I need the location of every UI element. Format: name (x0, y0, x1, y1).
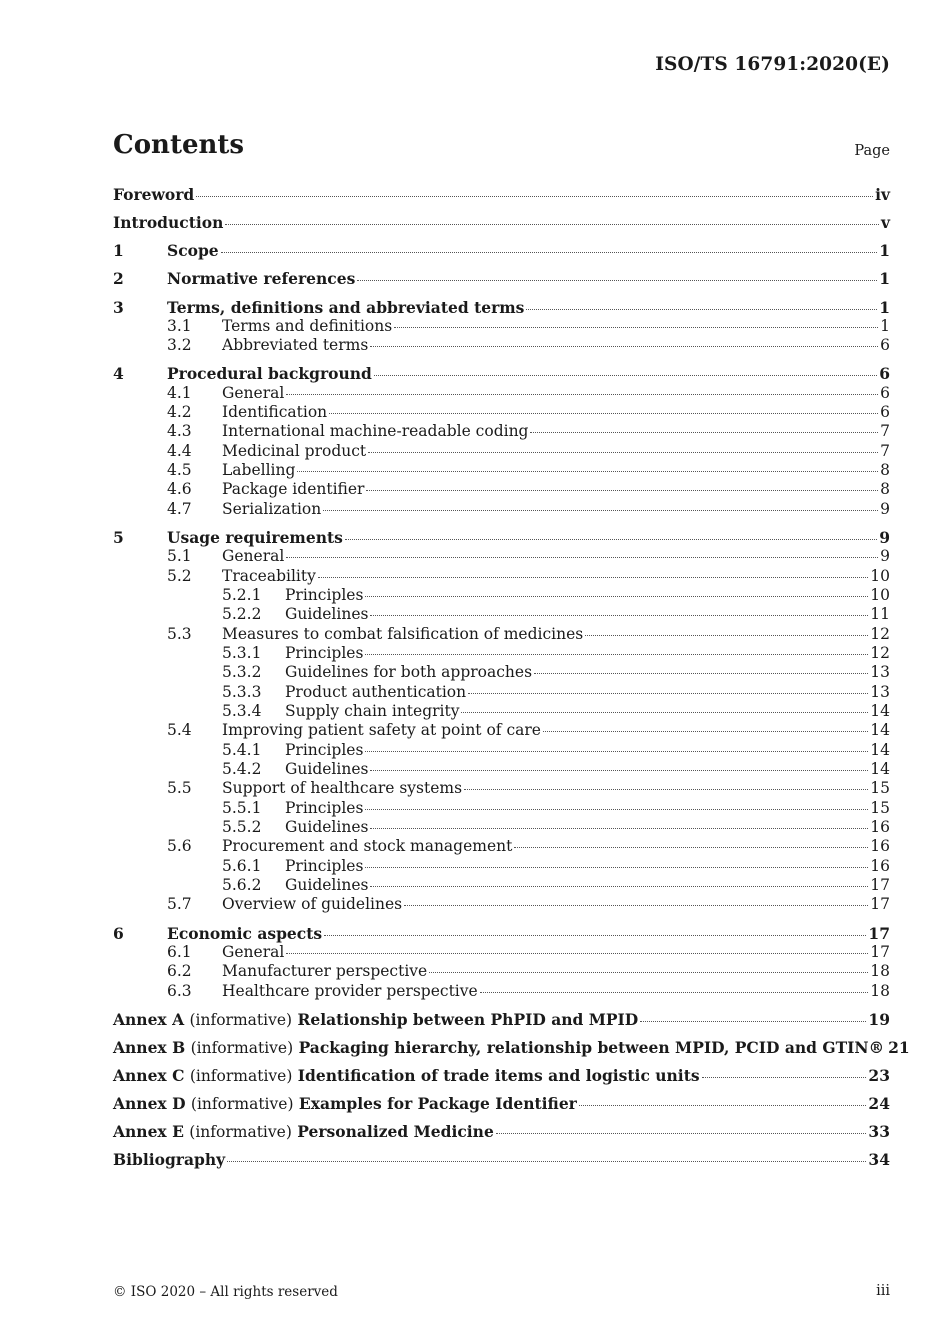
toc-entry[interactable] (113, 818, 890, 837)
toc-entry-number: 5.4 (167, 721, 192, 740)
toc-entry-page: 1 (879, 269, 890, 289)
toc-entry-title: Traceability (222, 566, 316, 585)
toc-entry[interactable] (113, 317, 890, 336)
toc-entry-title: Bibliography (113, 1150, 226, 1170)
annex-title: Personalized Medicine (297, 1122, 494, 1142)
toc-entry-title: Guidelines (285, 818, 369, 837)
dot-leader (286, 952, 868, 954)
page-column-label: Page (854, 143, 890, 159)
toc-entry-page: 14 (870, 702, 890, 721)
toc-entry[interactable] (113, 625, 890, 644)
toc-entry-page: v (880, 213, 890, 233)
copyright-notice: © ISO 2020 – All rights reserved (113, 1284, 338, 1300)
toc-entry-page: 10 (870, 566, 890, 585)
toc-entry-title: International machine-readable coding (222, 422, 529, 441)
toc-entry[interactable] (113, 384, 890, 403)
toc-entry-title: Guidelines (285, 760, 369, 779)
toc-entry[interactable] (113, 837, 890, 856)
toc-entry-page: iv (875, 185, 890, 204)
annex-label: Annex B (113, 1037, 186, 1057)
toc-entry-title: Terms, definitions and abbreviated terms (167, 297, 525, 317)
toc-entry-number: 3.1 (167, 316, 192, 335)
toc-entry-number: 2 (113, 269, 124, 289)
toc-entry-title: General (222, 547, 285, 566)
toc-entry[interactable] (113, 1010, 890, 1029)
toc-entry-page: 34 (868, 1150, 890, 1170)
toc-entry-number: 5.4.1 (222, 740, 262, 759)
toc-entry[interactable] (113, 213, 890, 232)
annex-label: Annex D (113, 1094, 186, 1114)
toc-entry-number: 5.5 (167, 779, 192, 798)
dot-leader (370, 614, 868, 616)
dot-leader (227, 1160, 866, 1162)
toc-entry-number: 5.2 (167, 566, 192, 585)
toc-entry-page: 19 (868, 1009, 890, 1029)
page-number: iii (876, 1283, 890, 1299)
toc-entry[interactable] (113, 461, 890, 480)
toc-entry-page: 21 (888, 1037, 910, 1057)
dot-leader (196, 195, 873, 197)
toc-entry-page: 7 (880, 441, 890, 460)
toc-entry[interactable] (113, 876, 890, 895)
toc-entry[interactable] (113, 1066, 890, 1085)
annex-label: Annex C (113, 1066, 185, 1086)
dot-leader (365, 866, 868, 868)
toc-entry[interactable] (113, 702, 890, 721)
toc-entry-page: 1 (880, 316, 890, 335)
dot-leader (365, 595, 868, 597)
toc-entry-page: 7 (880, 422, 890, 441)
dot-leader (286, 393, 878, 395)
toc-entry[interactable] (113, 1122, 890, 1141)
toc-entry-page: 13 (870, 663, 890, 682)
toc-entry-page: 9 (879, 527, 890, 547)
toc-entry-number: 5.1 (167, 547, 192, 566)
dot-leader (429, 971, 868, 973)
toc-entry-number: 5.3.1 (222, 644, 262, 662)
toc-entry-title (113, 1094, 577, 1114)
toc-entry-title: Guidelines (285, 605, 369, 624)
toc-entry-number: 3.2 (167, 336, 192, 355)
toc-entry-page: 6 (879, 364, 890, 384)
dot-leader (324, 934, 866, 936)
toc-entry-page: 17 (870, 876, 890, 895)
dot-leader (297, 470, 878, 472)
toc-entry[interactable] (113, 1094, 890, 1113)
toc-entry[interactable] (113, 1150, 890, 1169)
toc-entry-number: 4.1 (167, 383, 192, 402)
toc-entry-number: 4.7 (167, 499, 192, 518)
toc-entry-page: 17 (868, 923, 890, 943)
toc-entry-number: 4.2 (167, 403, 192, 422)
toc-entry[interactable] (113, 528, 890, 547)
dot-leader (404, 904, 868, 906)
annex-kind: (informative) (189, 1010, 293, 1029)
toc-entry[interactable] (113, 924, 890, 943)
dot-leader (374, 374, 877, 376)
toc-entry-number: 6 (113, 923, 124, 943)
toc-entry-title: Normative references (167, 269, 356, 289)
toc-entry-title: Measures to combat falsification of medicines (222, 624, 584, 643)
dot-leader (702, 1076, 867, 1078)
toc-entry[interactable] (113, 185, 890, 204)
toc-entry-number: 4.5 (167, 461, 192, 480)
dot-leader (318, 576, 868, 578)
dot-leader (357, 279, 877, 281)
toc-entry-title: Scope (167, 241, 219, 261)
toc-entry-page: 13 (870, 682, 890, 701)
dot-leader (464, 788, 868, 790)
dot-leader (365, 808, 868, 810)
toc-entry-page: 23 (868, 1066, 890, 1086)
toc-entry-number: 5.3.3 (222, 682, 262, 701)
toc-entry-title: Serialization (222, 499, 322, 518)
toc-entry[interactable] (113, 962, 890, 981)
toc-entry[interactable] (113, 982, 890, 1001)
dot-leader (368, 451, 878, 453)
annex-title: Identification of trade items and logistic units (297, 1066, 700, 1086)
toc-entry-title: Medicinal product (222, 441, 367, 460)
toc-entry-title: Labelling (222, 461, 296, 480)
toc-entry-number: 5.2.2 (222, 605, 262, 624)
toc-entry[interactable] (113, 683, 890, 702)
toc-entry-title (113, 1066, 700, 1086)
toc-entry-number: 4 (113, 364, 124, 384)
toc-entry[interactable] (113, 799, 890, 818)
toc-entry-title: Terms and definitions (222, 316, 393, 335)
toc-entry-title: Package identifier (222, 480, 365, 499)
toc-entry-page: 17 (870, 895, 890, 914)
toc-entry-title: Principles (285, 740, 364, 759)
dot-leader (480, 991, 869, 993)
toc-entry-title: Guidelines for both approaches (285, 663, 533, 682)
toc-entry-number: 5.6 (167, 837, 192, 856)
toc-entry-number: 5 (113, 527, 124, 547)
toc-entry[interactable] (113, 567, 890, 586)
toc-entry-page: 8 (880, 480, 890, 499)
toc-entry-title: Economic aspects (167, 923, 323, 943)
toc-entry-number: 4.6 (167, 480, 192, 499)
dot-leader (225, 223, 879, 225)
toc-entry-number: 5.7 (167, 895, 192, 914)
toc-entry[interactable] (113, 336, 890, 355)
dot-leader (345, 538, 877, 540)
toc-entry[interactable] (113, 241, 890, 260)
dot-leader (514, 846, 868, 848)
toc-entry[interactable] (113, 269, 890, 288)
toc-entry-title: General (222, 383, 285, 402)
toc-entry-number: 6.3 (167, 981, 192, 1000)
toc-entry-page: 18 (870, 981, 890, 1000)
annex-kind: (informative) (189, 1067, 293, 1086)
toc-entry[interactable] (113, 480, 890, 499)
toc-entry-number: 5.3.2 (222, 663, 262, 682)
dot-leader (370, 345, 878, 347)
toc-entry-title: Procurement and stock management (222, 837, 513, 856)
toc-entry-page: 15 (870, 798, 890, 817)
toc-entry-title: Usage requirements (167, 527, 343, 547)
dot-leader (496, 1132, 867, 1134)
toc-entry[interactable] (113, 442, 890, 461)
toc-entry-title: Healthcare provider perspective (222, 981, 478, 1000)
toc-entry-title: Principles (285, 856, 364, 875)
toc-entry-page: 10 (870, 585, 890, 604)
toc-entry-page: 24 (868, 1094, 890, 1114)
toc-entry[interactable] (113, 943, 890, 962)
annex-title: Relationship between PhPID and MPID (297, 1009, 639, 1029)
toc-entry-title: General (222, 942, 285, 961)
dot-leader (468, 692, 868, 694)
toc-entry-title (113, 1038, 884, 1058)
toc-entry[interactable] (113, 605, 890, 624)
dot-leader (365, 653, 868, 655)
toc-entry-page: 14 (870, 760, 890, 779)
toc-entry-title: Procedural background (167, 364, 372, 384)
toc-entry-page: 14 (870, 740, 890, 759)
dot-leader (543, 730, 868, 732)
toc-entry-number: 5.5.1 (222, 798, 262, 817)
toc-entry-title: Principles (285, 585, 364, 604)
toc-entry-number: 6.2 (167, 962, 192, 981)
toc-entry-page: 16 (870, 856, 890, 875)
annex-kind: (informative) (190, 1038, 294, 1057)
annex-title: Examples for Package Identifier (298, 1094, 577, 1114)
dot-leader (640, 1020, 866, 1022)
toc-entry-title: Overview of guidelines (222, 895, 403, 914)
dot-leader (526, 308, 877, 310)
toc-entry-page: 8 (880, 461, 890, 480)
annex-label: Annex A (113, 1009, 185, 1029)
toc-entry-title: Identification (222, 403, 328, 422)
dot-leader (365, 750, 868, 752)
toc-entry[interactable] (113, 298, 890, 317)
toc-entry-page: 33 (868, 1122, 890, 1142)
toc-entry-title: Guidelines (285, 876, 369, 895)
toc-entry-title: Foreword (113, 185, 195, 204)
dot-leader (530, 431, 878, 433)
toc-entry-page: 18 (870, 962, 890, 981)
dot-leader (461, 711, 868, 713)
toc-entry[interactable] (113, 721, 890, 740)
annex-label: Annex E (113, 1122, 184, 1142)
dot-leader (366, 489, 878, 491)
toc-entry[interactable] (113, 403, 890, 422)
toc-entry[interactable] (113, 422, 890, 441)
toc-entry-number: 4.3 (167, 422, 192, 441)
toc-entry-page: 6 (880, 383, 890, 402)
toc-entry-title (113, 1122, 494, 1142)
toc-entry-page: 14 (870, 721, 890, 740)
dot-leader (585, 634, 868, 636)
toc-entry-page: 16 (870, 818, 890, 837)
toc-entry-page: 1 (879, 297, 890, 317)
dot-leader (370, 769, 868, 771)
toc-entry-number: 5.5.2 (222, 818, 262, 837)
dot-leader (323, 509, 878, 511)
annex-kind: (informative) (190, 1095, 294, 1114)
toc-entry[interactable] (113, 644, 890, 663)
dot-leader (370, 885, 868, 887)
toc-entry-page: 12 (870, 644, 890, 662)
toc-entry-number: 5.6.1 (222, 856, 262, 875)
toc-entry-title (113, 1010, 638, 1030)
toc-entry-number: 5.4.2 (222, 760, 262, 779)
toc-entry-title: Improving patient safety at point of care (222, 721, 541, 740)
toc-entry-number: 5.3 (167, 624, 192, 643)
toc-entry-page: 9 (880, 499, 890, 518)
toc-entry-number: 5.3.4 (222, 702, 262, 721)
dot-leader (370, 827, 868, 829)
toc-entry-title: Introduction (113, 213, 224, 233)
toc-entry[interactable] (113, 500, 890, 519)
toc-entry-number: 6.1 (167, 942, 192, 961)
toc-entry-page: 11 (870, 605, 890, 624)
toc-entry[interactable] (113, 779, 890, 798)
toc-entry-title: Abbreviated terms (222, 336, 369, 355)
toc-entry-title: Support of healthcare systems (222, 779, 463, 798)
toc-entry-number: 5.6.2 (222, 876, 262, 895)
toc-entry-number: 4.4 (167, 441, 192, 460)
toc-entry-number: 3 (113, 297, 124, 317)
toc-entry[interactable] (113, 1037, 910, 1057)
toc-entry-title: Supply chain integrity (285, 702, 460, 721)
dot-leader (534, 672, 868, 674)
dot-leader (286, 556, 878, 558)
toc-entry-page: 15 (870, 779, 890, 798)
toc-entry-page: 16 (870, 837, 890, 856)
toc-entry[interactable] (113, 586, 890, 605)
toc-entry-page: 6 (880, 403, 890, 422)
toc-entry[interactable] (113, 547, 890, 566)
dot-leader (221, 251, 878, 253)
document-id: ISO/TS 16791:2020(E) (655, 54, 890, 75)
toc-entry[interactable] (113, 895, 890, 914)
table-of-contents (113, 185, 910, 1170)
dot-leader (329, 412, 878, 414)
contents-heading: Contents (113, 130, 245, 160)
toc-entry[interactable] (113, 857, 890, 876)
toc-entry[interactable] (113, 663, 890, 682)
dot-leader (579, 1104, 867, 1106)
toc-entry-title: Principles (285, 644, 364, 662)
toc-entry-page: 6 (880, 336, 890, 355)
toc-entry[interactable] (113, 760, 890, 779)
toc-entry-title: Product authentication (285, 682, 467, 701)
toc-entry[interactable] (113, 741, 890, 760)
toc-entry-title: Manufacturer perspective (222, 962, 428, 981)
toc-entry[interactable] (113, 364, 890, 383)
annex-title: Packaging hierarchy, relationship between MPID, PCID and GTIN® (298, 1037, 885, 1057)
annex-kind: (informative) (189, 1123, 292, 1142)
toc-entry-number: 5.2.1 (222, 585, 262, 604)
toc-entry-title: Principles (285, 798, 364, 817)
dot-leader (394, 326, 878, 328)
toc-entry-number: 1 (113, 241, 124, 261)
toc-entry-page: 1 (879, 241, 890, 261)
toc-entry-page: 12 (870, 624, 890, 643)
toc-entry-page: 9 (880, 547, 890, 566)
toc-entry-page: 17 (870, 942, 890, 961)
